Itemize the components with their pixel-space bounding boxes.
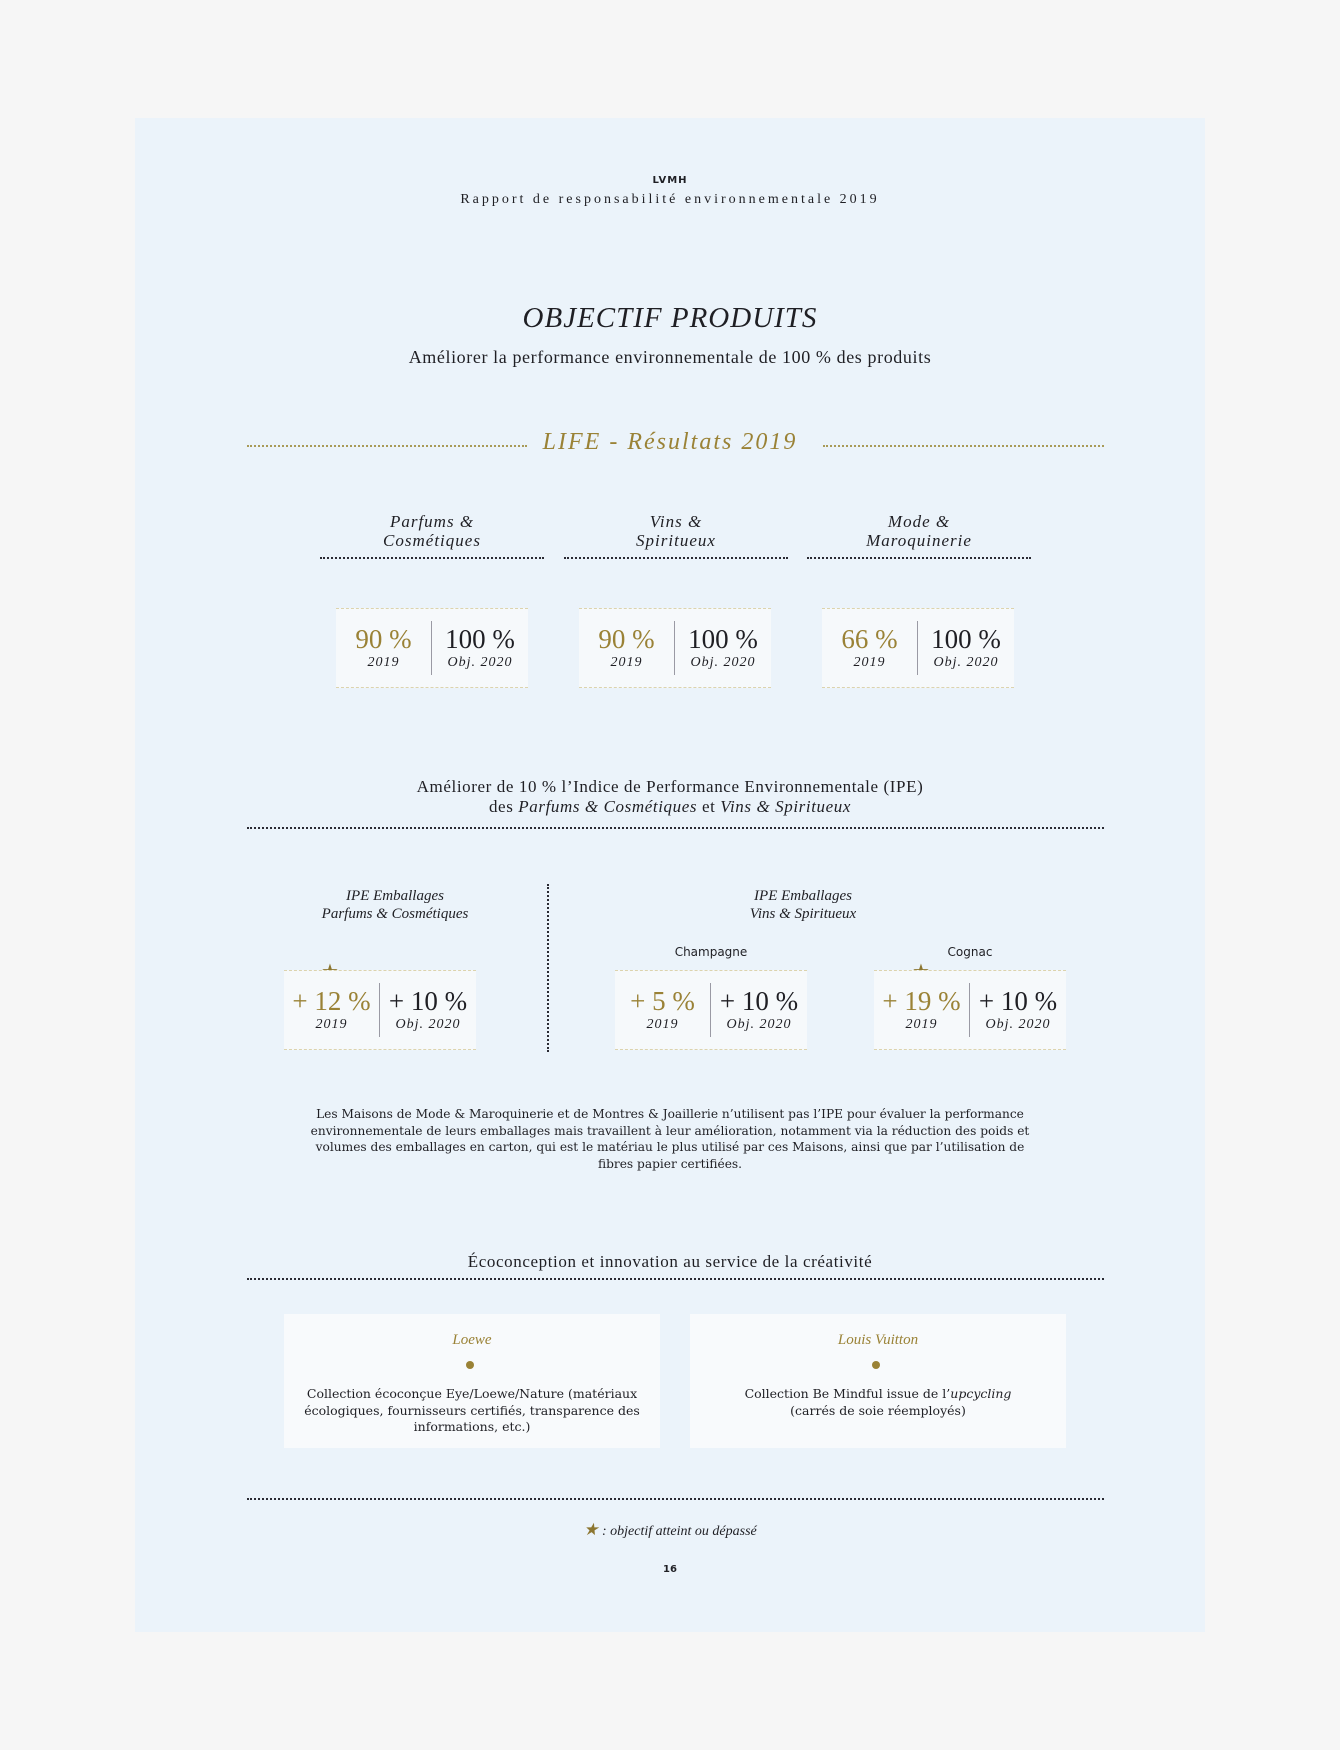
ipe-card-parfums — [284, 970, 476, 1050]
bullet-dot — [466, 1361, 474, 1369]
label-2019: 2019 — [646, 1017, 679, 1032]
ipe-vertical-divider — [547, 884, 549, 1052]
category-heading-mode — [807, 512, 1031, 550]
label-2019: 2019 — [853, 655, 886, 670]
brand-name: LVMH — [652, 175, 688, 186]
ipe-section-heading — [135, 777, 1205, 817]
value-2019: + 19 % — [882, 986, 961, 1016]
life-results-title: LIFE - Résultats 2019 — [542, 429, 798, 455]
ipe-card-cognac — [874, 970, 1066, 1050]
eco-box-text — [690, 1386, 1066, 1419]
ipe-left-title1: IPE Emballages — [346, 888, 444, 904]
category-line1: Vins & — [649, 512, 703, 531]
value-objective: + 10 % — [978, 986, 1058, 1016]
category-line2: Maroquinerie — [866, 531, 972, 550]
legend-text: : objectif atteint ou dépassé — [598, 1524, 757, 1539]
category-rule — [320, 557, 544, 559]
report-page — [135, 118, 1205, 1632]
value-objective: + 10 % — [388, 986, 468, 1016]
category-rule — [564, 557, 788, 559]
value-2019: 66 % — [841, 624, 898, 654]
ipe-left-title2: Parfums & Cosmétiques — [321, 906, 469, 922]
legend-rule — [247, 1498, 1104, 1500]
report-title: Rapport de responsabilité environnementale 2019 — [460, 192, 880, 207]
eco-box-title: Loewe — [452, 1332, 492, 1348]
eco-text-post: (carrés de soie réemployés) — [790, 1402, 966, 1418]
eco-section-rule — [247, 1278, 1104, 1280]
category-heading-vins — [564, 512, 788, 550]
ipe-left-heading — [255, 887, 535, 923]
ipe-section-rule — [247, 827, 1104, 829]
category-line2: Cosmétiques — [383, 531, 481, 550]
label-objective: Obj. 2020 — [933, 655, 999, 670]
cognac-label: Cognac — [947, 945, 993, 959]
page-title: OBJECTIF PRODUITS — [522, 302, 818, 334]
ipe-note: Les Maisons de Mode & Maroquinerie et de Montres & Joaillerie n’utilisent pas l’IPE pour évaluer la performance environnementale de leurs emballages mais travaillent à leur amélioration, notamment via la réduction des poids et volumes des emballages en carton, qui est le matériau le plus utilisé par ces Maisons, ainsi que par l’utilisation de fibres papier certifiées. — [310, 1107, 1030, 1171]
category-line2: Spiritueux — [636, 531, 716, 550]
star-icon: ★ — [583, 1520, 599, 1539]
result-card-parfums — [336, 608, 528, 688]
category-line1: Mode & — [887, 512, 951, 531]
result-card-mode — [822, 608, 1014, 688]
category-line1: Parfums & — [389, 512, 475, 531]
eco-text-pre: Collection Be Mindful issue de l’ — [744, 1386, 951, 1401]
ipe-right-heading — [663, 887, 943, 923]
ipe-heading-mid: et — [697, 797, 721, 816]
label-objective: Obj. 2020 — [726, 1017, 792, 1032]
bullet-dot — [872, 1361, 880, 1369]
label-2019: 2019 — [905, 1017, 938, 1032]
value-objective: 100 % — [688, 624, 758, 654]
label-2019: 2019 — [367, 655, 400, 670]
label-objective: Obj. 2020 — [447, 655, 513, 670]
ipe-card-champagne — [615, 970, 807, 1050]
eco-box-loewe — [284, 1314, 660, 1448]
ipe-right-title2: Vins & Spiritueux — [749, 906, 857, 922]
page-number: 16 — [663, 1564, 677, 1575]
label-objective: Obj. 2020 — [985, 1017, 1051, 1032]
value-2019: + 5 % — [630, 986, 695, 1016]
ipe-heading-em1: Parfums & Cosmétiques — [518, 797, 698, 816]
ipe-right-title1: IPE Emballages — [754, 888, 852, 904]
value-objective: + 10 % — [719, 986, 799, 1016]
value-objective: 100 % — [931, 624, 1001, 654]
result-card-vins — [579, 608, 771, 688]
ipe-heading-line1: Améliorer de 10 % l’Indice de Performance Environnementale (IPE) — [416, 777, 924, 796]
ipe-heading-pre: des — [488, 797, 519, 816]
eco-box-text: Collection écoconçue Eye/Loewe/Nature (matériaux écologiques, fournisseurs certifiés, transparence des informations, etc.) — [304, 1386, 640, 1434]
category-heading-parfums — [320, 512, 544, 550]
eco-box-title: Louis Vuitton — [837, 1332, 919, 1348]
label-objective: Obj. 2020 — [395, 1017, 461, 1032]
eco-box-louis-vuitton — [690, 1314, 1066, 1448]
label-objective: Obj. 2020 — [690, 655, 756, 670]
value-2019: + 12 % — [292, 986, 371, 1016]
eco-text-em: upcycling — [950, 1386, 1012, 1401]
page-subtitle: Améliorer la performance environnementale de 100 % des produits — [408, 347, 932, 367]
category-rule — [807, 557, 1031, 559]
value-2019: 90 % — [355, 624, 412, 654]
ipe-heading-line2 — [135, 797, 1205, 817]
champagne-label: Champagne — [674, 945, 748, 959]
value-objective: 100 % — [445, 624, 515, 654]
value-2019: 90 % — [598, 624, 655, 654]
eco-heading: Écoconception et innovation au service de la créativité — [467, 1252, 873, 1271]
ipe-heading-em2: Vins & Spiritueux — [720, 797, 852, 816]
label-2019: 2019 — [610, 655, 643, 670]
label-2019: 2019 — [315, 1017, 348, 1032]
legend — [135, 1520, 1205, 1540]
